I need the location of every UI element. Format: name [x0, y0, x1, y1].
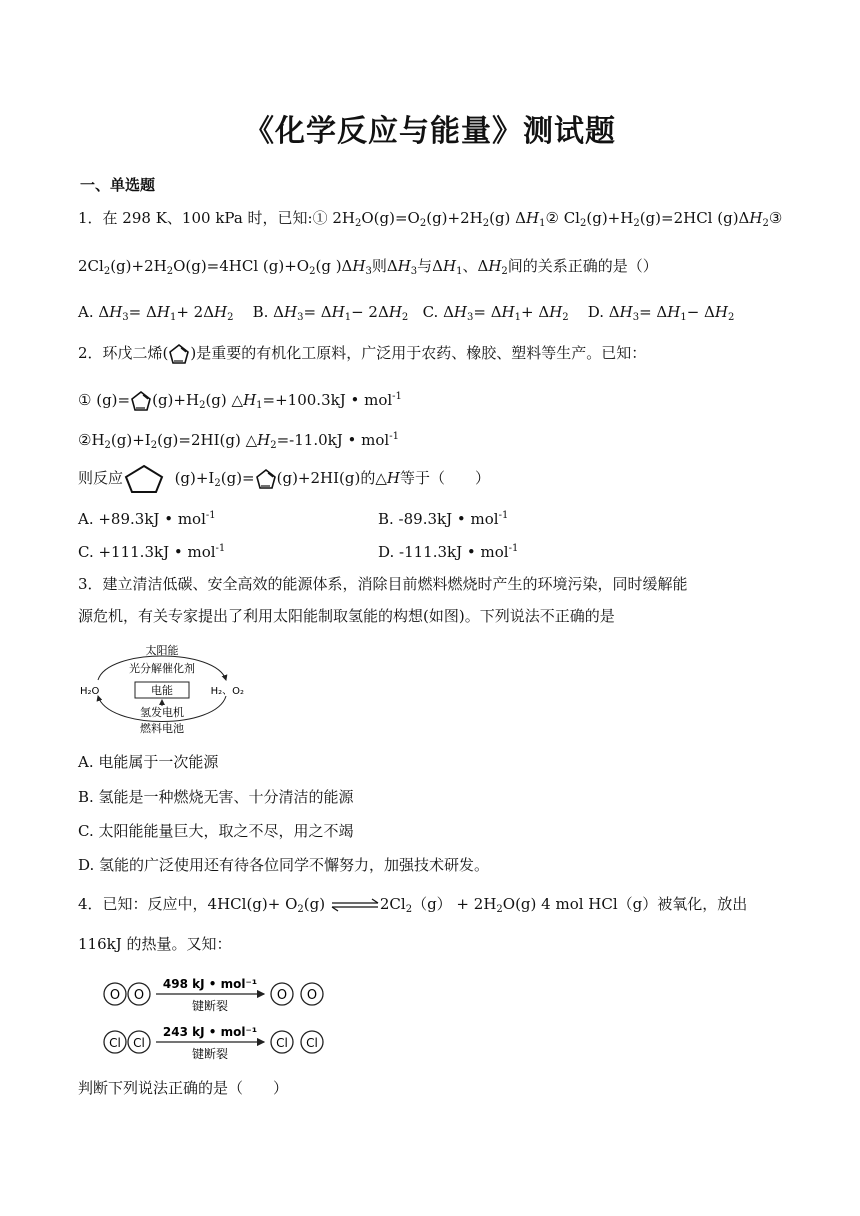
- diagram-products-label: H₂、O₂: [210, 686, 244, 697]
- q4-judge: 判断下列说法正确的是（ ）: [78, 1079, 289, 1097]
- q3-option-b[interactable]: B. 氢能是一种燃烧无害、十分清洁的能源: [78, 788, 354, 806]
- section-heading: 一、单选题: [80, 176, 156, 194]
- q2-intro: 2．环戊二烯( )是重要的有机化工原料，广泛用于农药、橡胶、塑料等生产。已知：: [78, 343, 646, 365]
- svg-text:Cl: Cl: [306, 1036, 318, 1050]
- q3-option-c[interactable]: C. 太阳能能量巨大，取之不尽，用之不竭: [78, 822, 354, 840]
- bond-energy-diagram: [100, 970, 330, 1062]
- diagram-water-label: H₂O: [80, 686, 100, 697]
- diagram-cell-label: 燃料电池: [140, 722, 184, 735]
- q1-option-c[interactable]: C. $\Delta H_3= \Delta H_1+ \Delta H_2$: [422, 303, 569, 323]
- svg-text:Cl: Cl: [109, 1036, 121, 1050]
- q3-option-d[interactable]: D. 氢能的广泛使用还有待各位同学不懈努力，加强技术研发。: [78, 856, 490, 874]
- q1-line2: $2Cl_2(g)+2H_2O(g)=4HCl$ $(g)+O_2(g$ )$\Delta H_3$则$\Delta H_3$与$\Delta H_1$、$\Delta H_2$间的关系正确的是（）: [78, 257, 658, 277]
- q3-line1: 3．建立清洁低碳、安全高效的能源体系，消除目前燃料燃烧时产生的环境污染，同时缓解能: [78, 575, 688, 593]
- q1-option-d[interactable]: D. $\Delta H_3= \Delta H_1- \Delta H_2$: [587, 303, 735, 323]
- cyclopentene-icon: [123, 464, 165, 494]
- q4-line1: 4．已知：反应中，$4HCl(g)+ O_2(g) 2Cl_2(g) + 2H_2O(g)$ 4 mol HCl（g）被氧化，放出: [78, 895, 748, 915]
- cyclopentadiene-icon: [255, 468, 277, 490]
- q2-eq2: $②H_2(g)+I_2(g)=2HI(g)$ $\triangle H_2=-11.0kJ$ • mol$^{-1}$: [78, 431, 399, 451]
- diagram-electric-label: 电能: [151, 684, 173, 697]
- diagram-catalyst-label: 光分解催化剂: [129, 662, 195, 675]
- page-title: 《化学反应与能量》测试题: [244, 114, 616, 149]
- q2-option-a[interactable]: A. +89.3kJ • mol$^{-1}$: [78, 510, 216, 528]
- svg-text:O: O: [133, 988, 145, 1003]
- svg-text:Cl: Cl: [276, 1036, 288, 1050]
- q1-option-b[interactable]: B. $\Delta H_3= \Delta H_1- 2\Delta H_2$: [252, 303, 409, 323]
- q2-option-c[interactable]: C. +111.3kJ • mol$^{-1}$: [78, 543, 226, 561]
- solar-hydrogen-cycle-diagram: [78, 640, 246, 736]
- cyclopentadiene-icon: [168, 343, 190, 365]
- q2-reaction: 则反应 $(g)+I_2(g)= (g)+2HI(g)$的△H等于（ ）: [78, 464, 490, 494]
- q1-options: [78, 302, 734, 328]
- q3-line2: 源危机，有关专家提出了利用太阳能制取氢能的构想(如图)。下列说法不正确的是: [78, 607, 615, 625]
- equilibrium-arrow-icon: [330, 898, 380, 912]
- cl2-bond-label: 键断裂: [191, 1047, 229, 1061]
- svg-text:O: O: [276, 988, 288, 1003]
- q3-option-a[interactable]: A. 电能属于一次能源: [78, 753, 219, 771]
- o2-bond-label: 键断裂: [191, 999, 229, 1013]
- diagram-sun-label: 太阳能: [145, 644, 179, 657]
- q2-option-b[interactable]: B. -89.3kJ • mol$^{-1}$: [378, 510, 509, 528]
- svg-text:Cl: Cl: [133, 1036, 145, 1050]
- q2-option-d[interactable]: D. -111.3kJ • mol$^{-1}$: [378, 543, 519, 561]
- svg-text:O: O: [109, 988, 121, 1003]
- q1-option-a[interactable]: A. $\Delta H_3= \Delta H_1+ 2\Delta H_2$: [78, 303, 234, 323]
- o2-bond-energy: 498 kJ • mol⁻¹: [162, 977, 258, 991]
- q1-line1: 1．在 298 K、100 kPa 时，已知:① $2H_2O(g)=O_2(g)+2H_2(g)$ $\Delta H_1②$ $Cl_2(g)+H_2(g)=2HCl$ $(g)\Delta H_2③$: [78, 209, 783, 229]
- diagram-generator-label: 氢发电机: [140, 706, 184, 719]
- q4-line2: 116kJ 的热量。又知：: [78, 935, 232, 953]
- q2-eq1: ① $(g)= (g)+H_2(g)$ $\triangle H_1=+100.3kJ$ • mol$^{-1}$: [78, 391, 402, 411]
- cyclopentadiene-icon: [130, 390, 152, 412]
- cl2-bond-energy: 243 kJ • mol⁻¹: [162, 1025, 258, 1039]
- svg-text:O: O: [306, 988, 318, 1003]
